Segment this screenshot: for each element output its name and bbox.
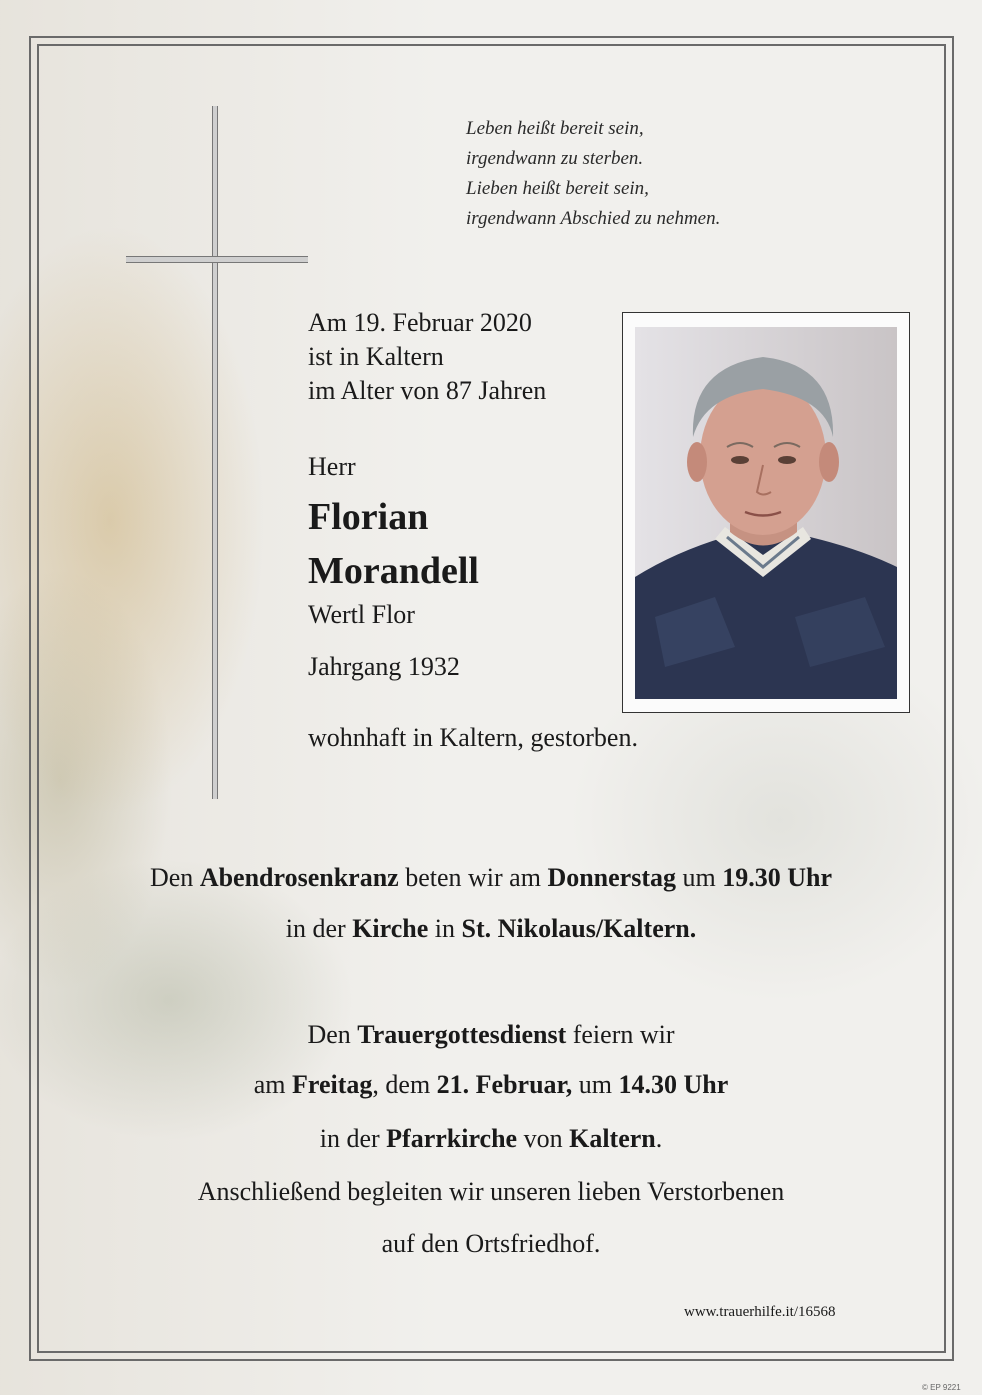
rosary-line-1: [0, 863, 982, 893]
residence-line: wohnhaft in Kaltern, gestorben.: [308, 723, 638, 752]
funeral-day: Freitag: [292, 1070, 373, 1099]
text-span: in der: [285, 914, 353, 943]
website-link[interactable]: www.trauerhilfe.it/16568: [684, 1304, 836, 1320]
rosary-place: St. Nikolaus/Kaltern.: [461, 914, 697, 943]
last-name: Morandell: [308, 550, 479, 592]
text-span: .: [655, 1124, 663, 1153]
text-span: um: [572, 1070, 619, 1099]
funeral-line-2: [0, 1070, 982, 1100]
text-span: in: [428, 914, 462, 943]
rosary-time: 19.30 Uhr: [722, 863, 833, 892]
funeral-church: Pfarrkirche: [386, 1124, 518, 1153]
funeral-line-3: [0, 1124, 982, 1154]
text-span: um: [676, 863, 723, 892]
text-span: von: [517, 1124, 570, 1153]
poem: [466, 114, 826, 234]
print-code: © EP 9221: [922, 1383, 961, 1392]
deceased-name: [308, 490, 479, 598]
nickname: Wertl Flor: [308, 600, 415, 629]
first-name: Florian: [308, 496, 429, 538]
rosary-day: Donnerstag: [547, 863, 676, 892]
text-span: in der: [319, 1124, 387, 1153]
funeral-line-1: [0, 1020, 982, 1050]
funeral-date: 21. Februar,: [436, 1070, 573, 1099]
poem-line: Lieben heißt bereit sein,: [466, 178, 649, 199]
text-span: beten wir am: [398, 863, 548, 892]
rosary-line-2: [0, 914, 982, 944]
salutation: Herr: [308, 452, 356, 481]
text-span: feiern wir: [566, 1020, 675, 1049]
funeral-time: 14.30 Uhr: [618, 1070, 729, 1099]
funeral-line-5: auf den Ortsfriedhof.: [381, 1229, 601, 1258]
poem-line: irgendwann zu sterben.: [466, 148, 644, 169]
rosary-label: Abendrosenkranz: [199, 863, 399, 892]
cross-vertical-beam: [212, 106, 218, 799]
rosary-church: Kirche: [352, 914, 429, 943]
funeral-line-4: Anschließend begleiten wir unseren lieben Verstorbenen: [197, 1177, 785, 1206]
intro-line: ist in Kaltern: [308, 342, 444, 371]
intro-line: Am 19. Februar 2020: [308, 308, 532, 337]
text-span: am: [253, 1070, 293, 1099]
intro-line: im Alter von 87 Jahren: [308, 376, 547, 405]
death-intro: [308, 306, 546, 408]
cross-horizontal-beam: [126, 256, 308, 263]
poem-line: irgendwann Abschied zu nehmen.: [466, 208, 721, 229]
poem-line: Leben heißt bereit sein,: [466, 118, 644, 139]
funeral-label: Trauergottesdienst: [357, 1020, 567, 1049]
portrait-photo: [635, 327, 897, 699]
birth-year: Jahrgang 1932: [308, 652, 460, 681]
funeral-place: Kaltern: [569, 1124, 656, 1153]
text-span: Den: [149, 863, 200, 892]
text-span: Den: [307, 1020, 358, 1049]
text-span: , dem: [372, 1070, 437, 1099]
